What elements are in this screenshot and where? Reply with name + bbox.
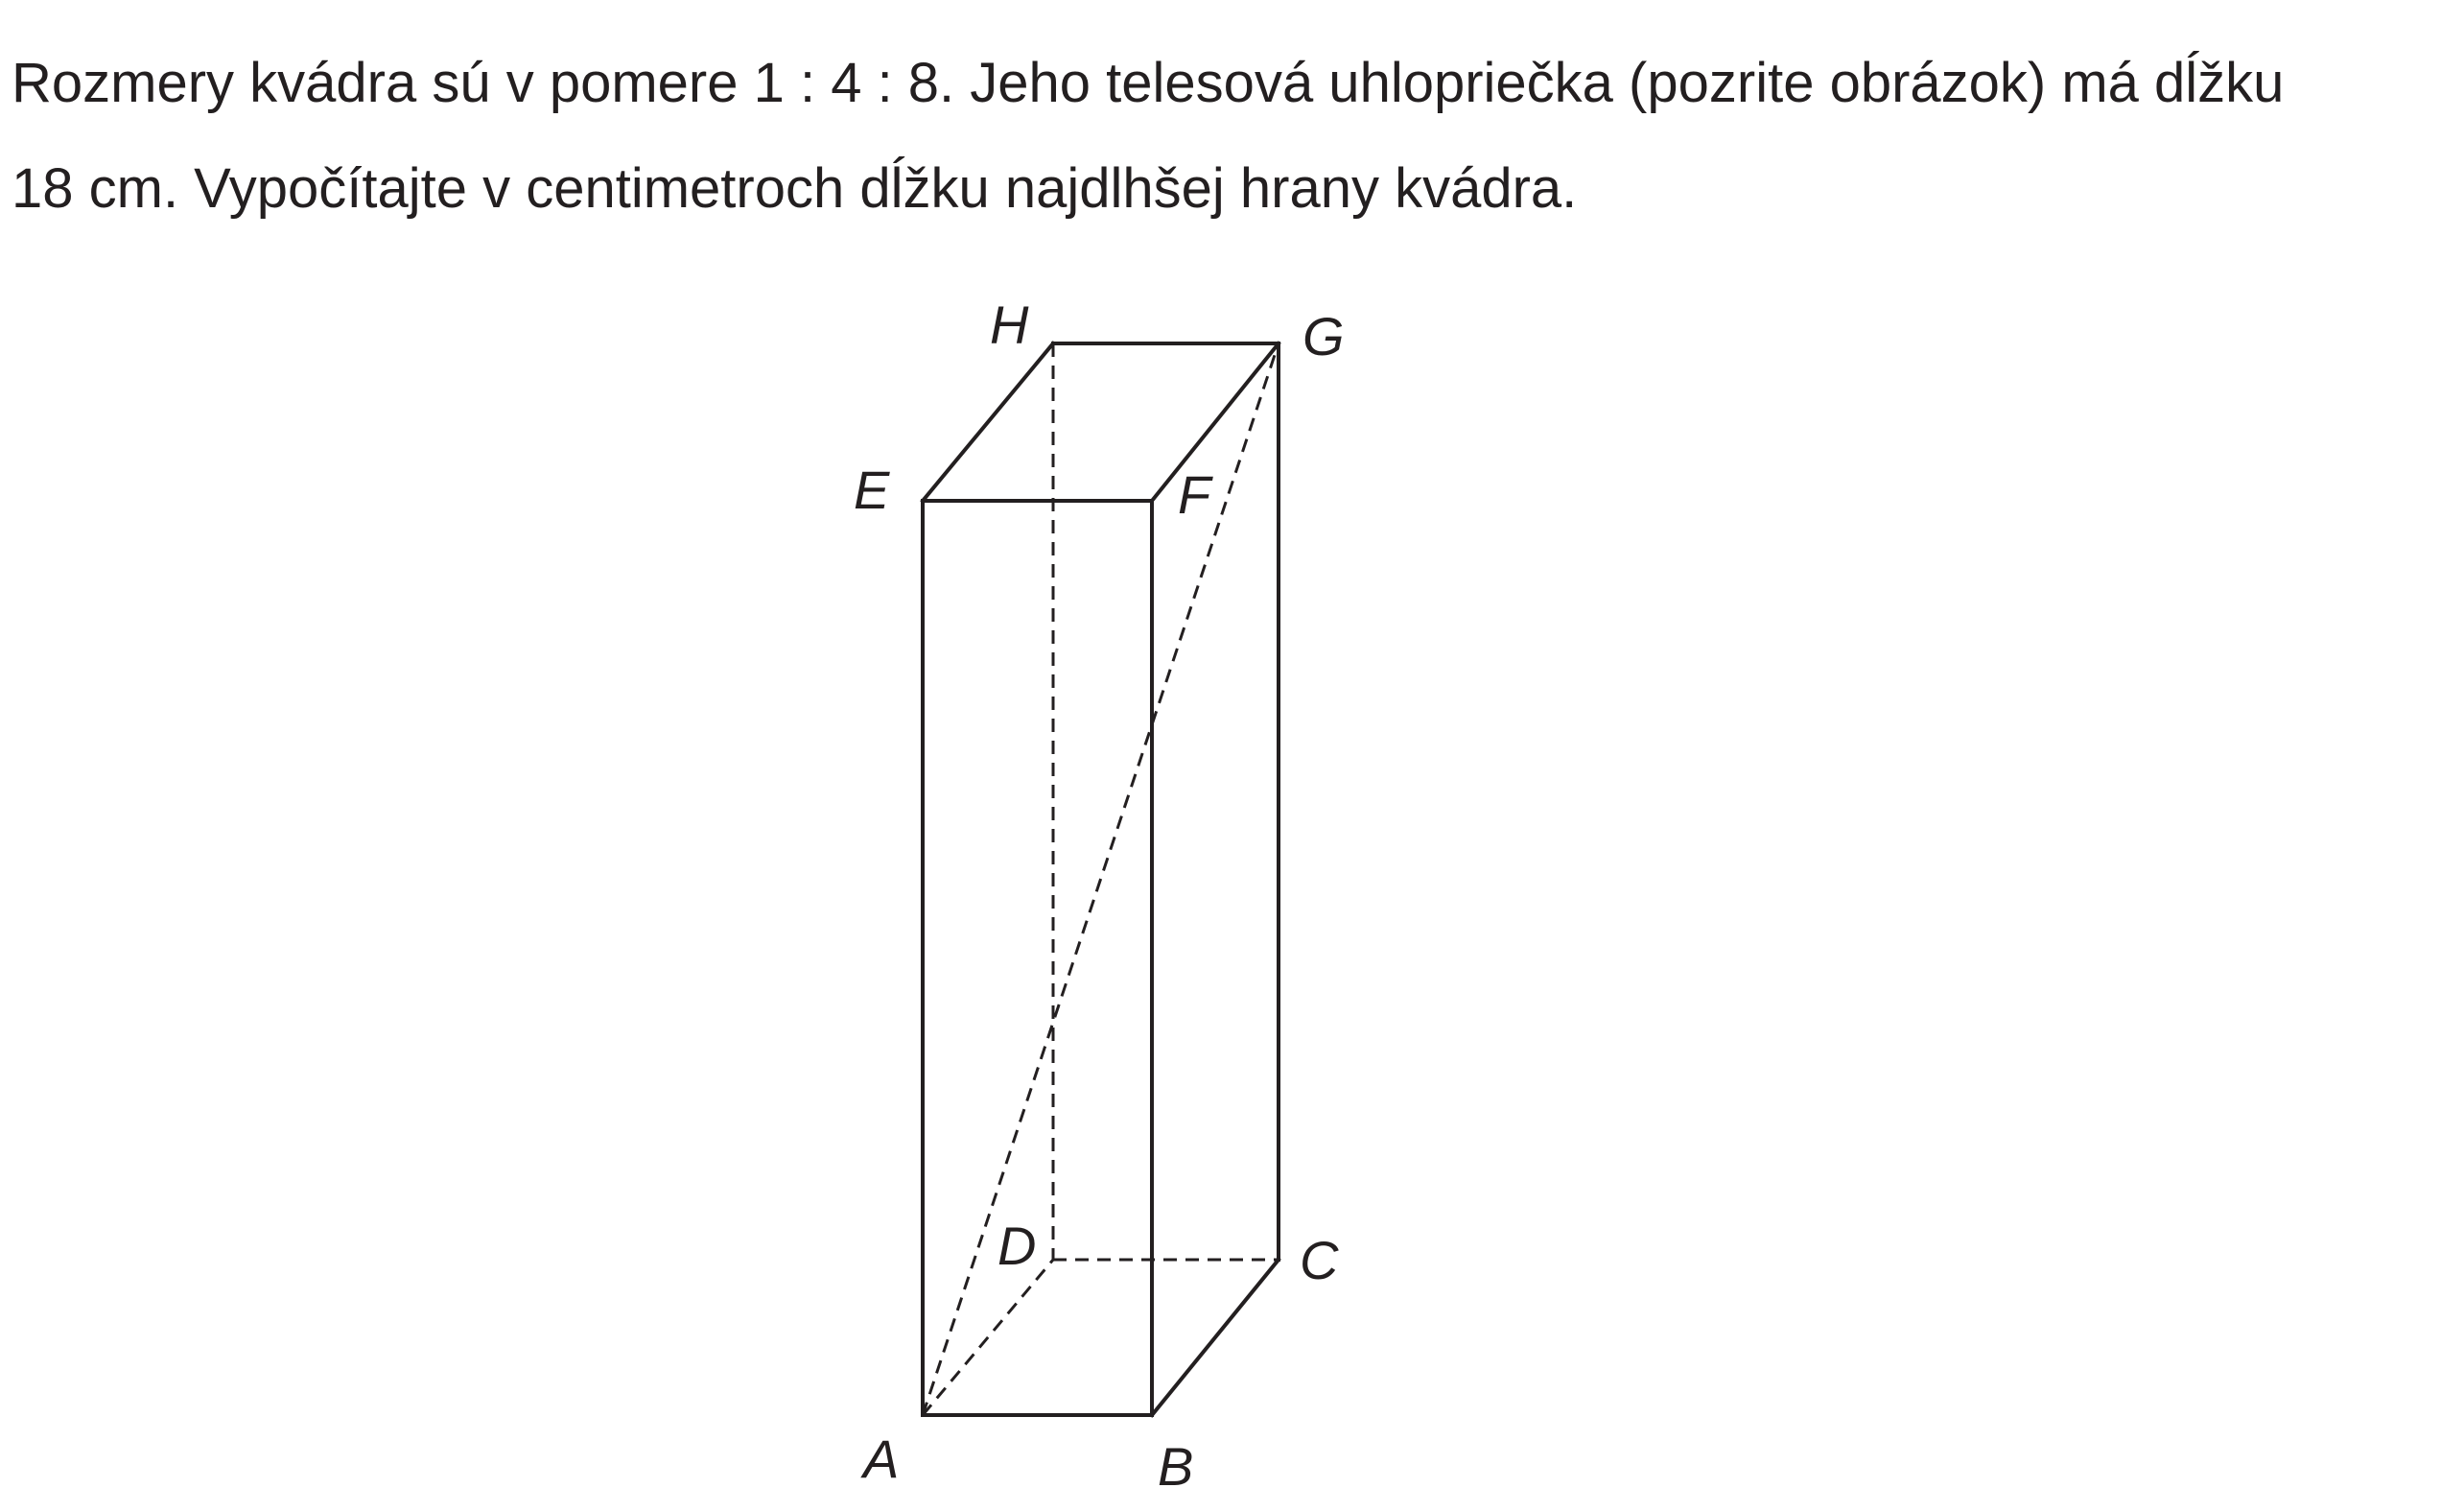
- vertex-label-g: G: [1302, 306, 1345, 366]
- edge-bc: [1152, 1260, 1279, 1415]
- vertex-label-c: C: [1300, 1230, 1339, 1290]
- edge-fg: [1152, 343, 1279, 501]
- body-diagonal-ag: [923, 343, 1279, 1415]
- vertex-label-d: D: [997, 1216, 1037, 1276]
- vertex-label-b: B: [1158, 1436, 1194, 1488]
- problem-line-1: Rozmery kvádra sú v pomere 1 : 4 : 8. Jeho telesová uhlopriečka (pozrite obrázok) má dĺžku: [12, 52, 2285, 114]
- vertex-label-e: E: [854, 460, 890, 520]
- vertex-label-f: F: [1178, 464, 1211, 525]
- vertex-label-a: A: [863, 1429, 900, 1488]
- edge-ad: [923, 1260, 1053, 1415]
- edge-eh: [923, 343, 1053, 501]
- problem-line-2: 18 cm. Vypočítajte v centimetroch dĺžku najdlhšej hrany kvádra.: [12, 157, 1578, 220]
- vertex-label-h: H: [990, 295, 1029, 355]
